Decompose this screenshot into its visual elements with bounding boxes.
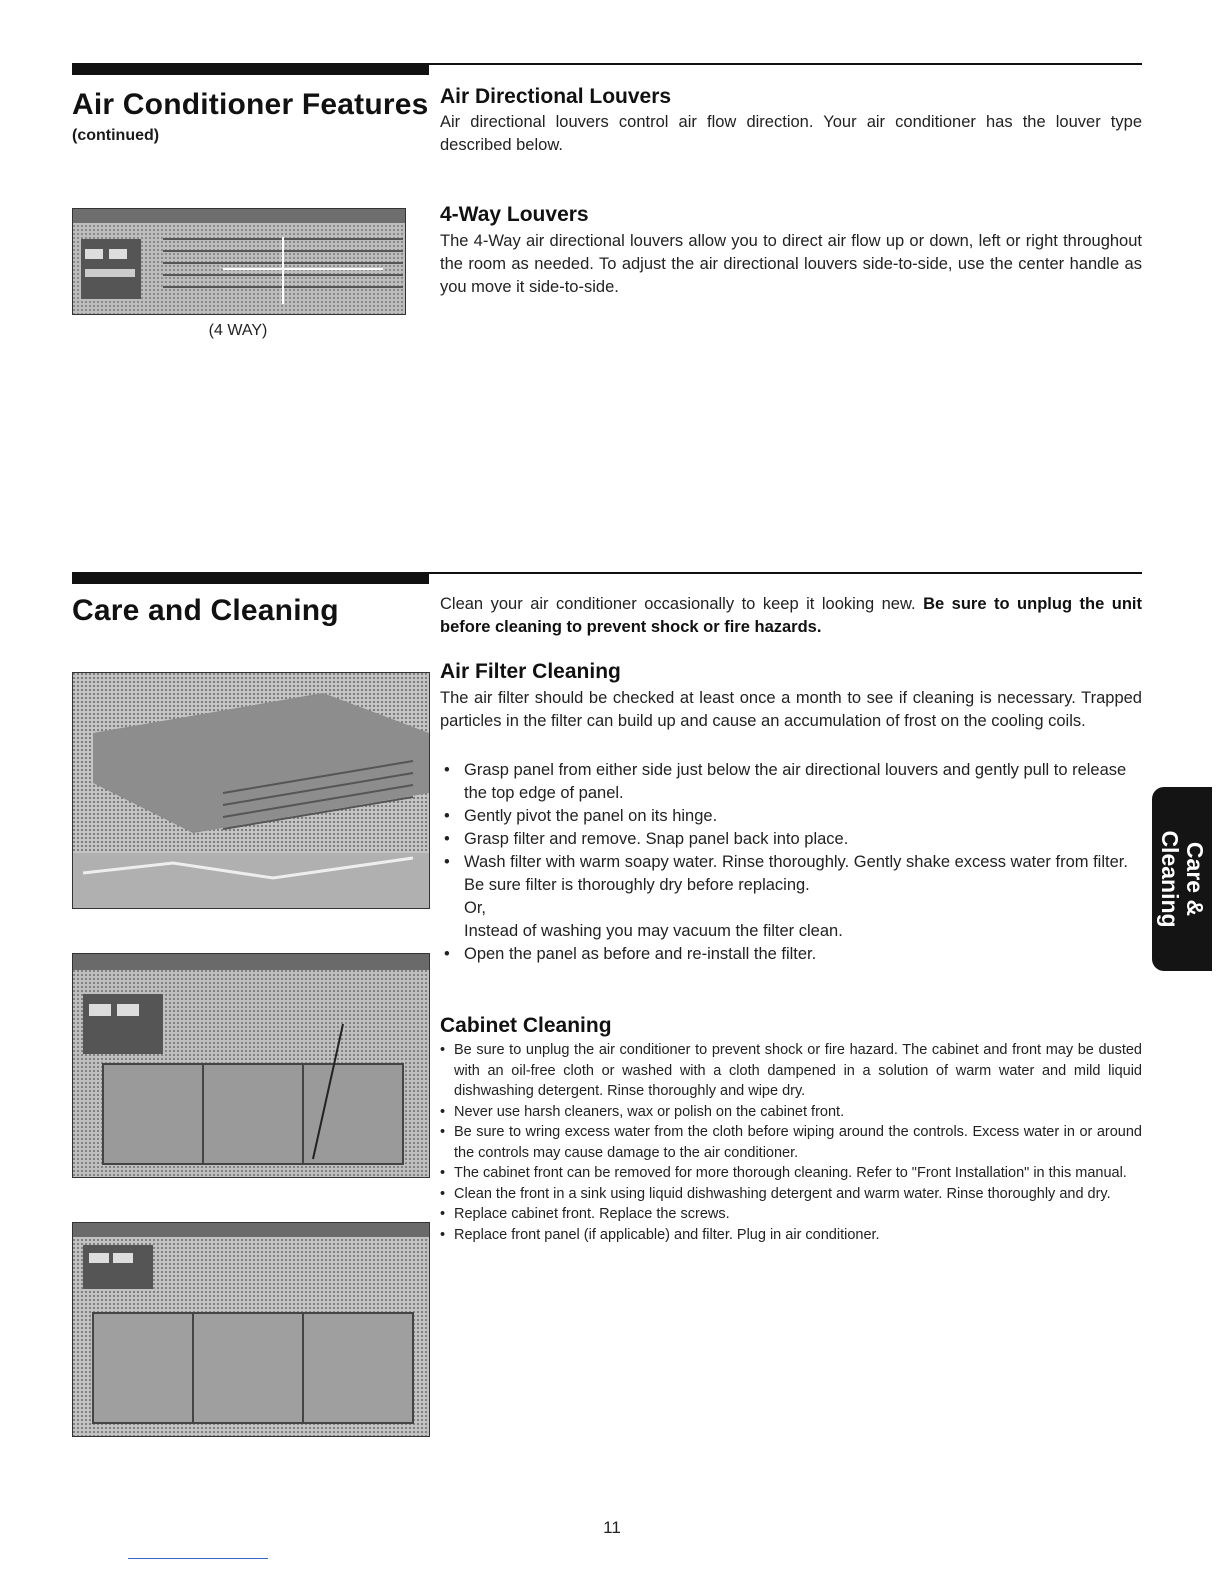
list-item: • Wash filter with warm soapy water. Rinse thoroughly. Gently shake excess water from filter. Be sure filter is thoroughly dry before replacing. Or, Instead of washing you may vacuum the filter clean.: [440, 851, 1142, 943]
list-item: • Be sure to wring excess water from the cloth before wiping around the controls. Excess water in or around the controls may cause damage to the air conditioner.: [440, 1124, 1142, 1161]
page-number: 11: [603, 1518, 621, 1537]
four-way-text: The 4-Way air directional louvers allow you to direct air flow up or down, left or right throughout the room as needed. To adjust the air directional louvers side-to-side, use the center handle as you move it side-to-side.: [440, 232, 1142, 296]
page-title: Air Conditioner Features: [72, 88, 429, 121]
bullet-icon: •: [440, 1165, 446, 1181]
list-item: • Be sure to unplug the air conditioner to prevent shock or fire hazard. The cabinet and front may be dusted with an oil-free cloth or washed with a cloth dampened in a solution of warm water and mild liquid dishwashing detergent. Rinse thoroughly and wipe dry.: [440, 1042, 1142, 1099]
vacuum-alternative: Instead of washing you may vacuum the filter clean.: [464, 922, 843, 940]
cabinet-steps: [440, 1040, 1142, 1245]
list-item: • The cabinet front can be removed for more thorough cleaning. Refer to "Front Installation" in this manual.: [440, 1163, 1142, 1184]
four-way-heading: 4-Way Louvers: [440, 203, 589, 226]
bullet-icon: •: [440, 1185, 446, 1202]
cabinet-removed-photo: [72, 1222, 430, 1437]
cabinet-front-photo: [72, 953, 430, 1178]
list-item: • Grasp panel from either side just below the air directional louvers and gently pull to release the top edge of panel.: [444, 761, 1127, 802]
bullet-icon: •: [440, 1226, 446, 1243]
bullet-icon: •: [440, 1124, 446, 1140]
list-item: • Replace front panel (if applicable) and filter. Plug in air conditioner.: [440, 1225, 1142, 1246]
section-rule-thick: [72, 63, 429, 75]
bullet-icon: •: [444, 853, 450, 871]
bullet-icon: •: [444, 945, 450, 963]
four-way-caption: (4 WAY): [208, 322, 268, 339]
bullet-icon: •: [440, 1103, 446, 1120]
bullet-icon: •: [440, 1206, 446, 1222]
section-rule-thin: [429, 63, 1142, 65]
air-filter-text: The air filter should be checked at least once a month to see if cleaning is necessary. Trapped particles in the filter can build up and cause an accumulation of frost on the cooling coils.: [440, 689, 1142, 730]
list-item: • Grasp filter and remove. Snap panel back into place.: [440, 828, 1142, 851]
list-item: • Replace cabinet front. Replace the screws.: [440, 1204, 1142, 1225]
care-intro-text: Clean your air conditioner occasionally to keep it looking new.: [440, 595, 924, 613]
louvers-text: Air directional louvers control air flow direction. Your air conditioner has the louver type described below.: [440, 113, 1142, 154]
louvers-heading: Air Directional Louvers: [440, 85, 672, 108]
care-intro-warning: Be sure to unplug the unit before cleaning to prevent shock or fire hazards.: [440, 595, 1142, 636]
bullet-icon: •: [440, 1042, 446, 1058]
care-intro: [440, 593, 1142, 639]
air-filter-heading: Air Filter Cleaning: [440, 660, 621, 683]
care-title: Care and Cleaning: [72, 594, 339, 627]
page-subtitle: (continued): [72, 127, 160, 144]
bullet-icon: •: [444, 761, 450, 779]
four-way-louver-photo: [72, 208, 406, 315]
side-tab-label: Care & Cleaning: [1157, 830, 1208, 928]
bullet-icon: •: [444, 807, 450, 825]
or-text: Or,: [464, 899, 487, 917]
list-item: • Gently pivot the panel on its hinge.: [440, 805, 1142, 828]
section-rule-thin: [429, 572, 1142, 574]
list-item: • Never use harsh cleaners, wax or polish on the cabinet front.: [440, 1102, 1142, 1123]
air-filter-steps: [440, 759, 1142, 966]
air-filter-photo: [72, 672, 430, 909]
bullet-icon: •: [444, 830, 450, 848]
section-side-tab: [1152, 787, 1212, 971]
footer-line: [128, 1558, 268, 1559]
list-item: • Open the panel as before and re-install the filter.: [440, 943, 1142, 966]
cabinet-heading: Cabinet Cleaning: [440, 1014, 612, 1037]
list-item: • Clean the front in a sink using liquid dishwashing detergent and warm water. Rinse thoroughly and dry.: [440, 1184, 1142, 1205]
section-rule-thick: [72, 572, 429, 584]
